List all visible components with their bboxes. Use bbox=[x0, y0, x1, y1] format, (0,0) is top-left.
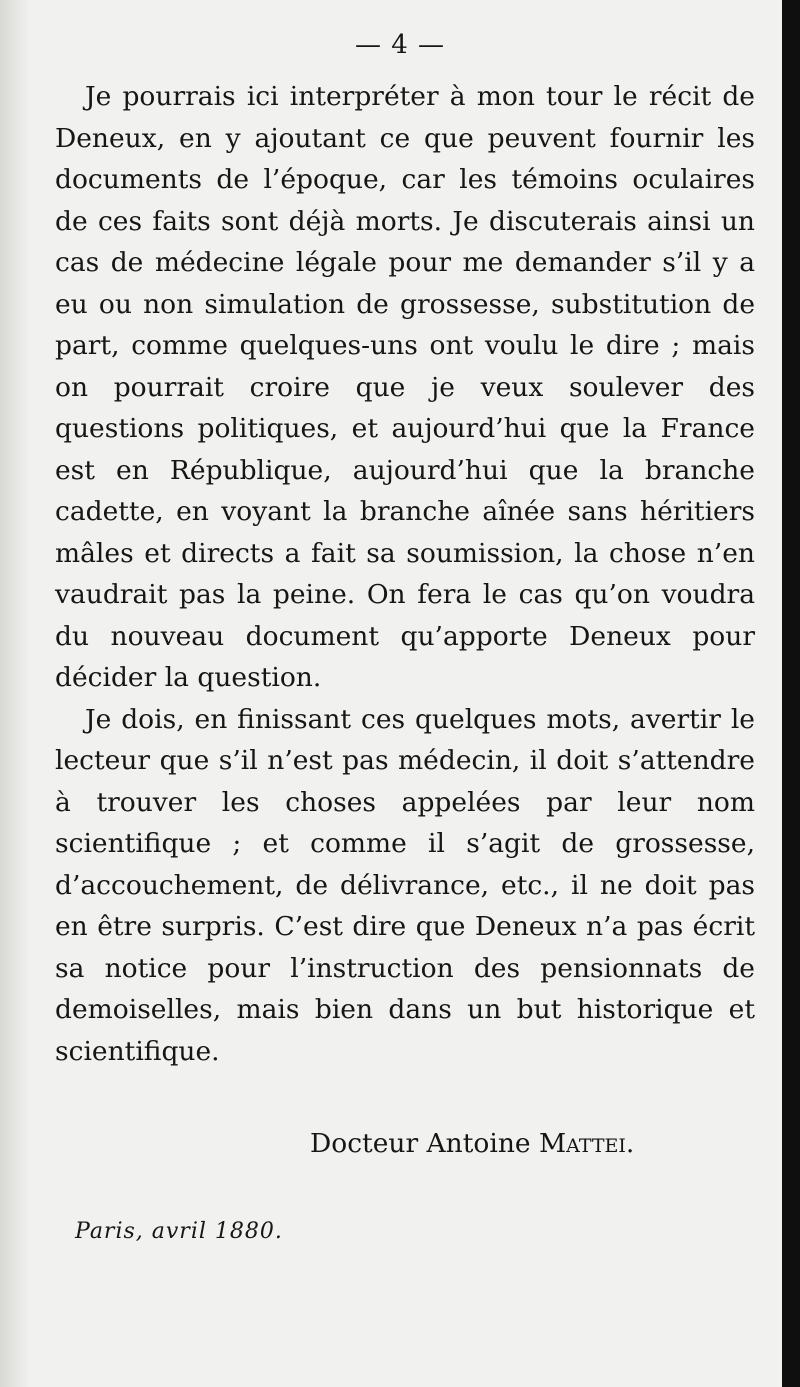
page-gutter-shadow bbox=[0, 0, 30, 1387]
signature-name: Docteur Antoine bbox=[310, 1128, 531, 1159]
signature bbox=[310, 1124, 634, 1164]
page-number: — 4 — bbox=[354, 30, 446, 60]
signature-surname: Mattei. bbox=[539, 1128, 635, 1159]
dateline: Paris, avril 1880. bbox=[75, 1219, 283, 1244]
paragraph-1: Je pourrais ici interpréter à mon tour le récit de Deneux, en y ajoutant ce que peuvent fournir les documents de l’époque, car les témoins oculaires de ces faits sont déjà morts. Je discuterais ainsi un cas de médecine légale pour me demander s’il y a eu ou non simulation de grossesse, substitution de part, comme quelques-uns ont voulu le dire ; mais on pourrait croire que je veux soulever des questions politiques, et aujourd’hui que la France est en République, aujourd’hui que la branche cadette, en voyant la branche aînée sans héritiers mâles et directs a fait sa soumission, la chose n’en vaudrait pas la peine. On fera le cas qu’on voudra du nouveau document qu’apporte Deneux pour décider la question. bbox=[55, 81, 755, 693]
page-edge bbox=[782, 0, 800, 1387]
body-text bbox=[55, 76, 755, 1072]
paragraph-2: Je dois, en finissant ces quelques mots, avertir le lecteur que s’il n’est pas médecin, il doit s’attendre à trouver les choses appelées par leur nom scientifique ; et comme il s’agit de grossesse, d’accouchement, de délivrance, etc., il ne doit pas en être surpris. C’est dire que Deneux n’a pas écrit sa notice pour l’instruction des pensionnats de demoiselles, mais bien dans un but historique et scientifique. bbox=[55, 703, 755, 1067]
